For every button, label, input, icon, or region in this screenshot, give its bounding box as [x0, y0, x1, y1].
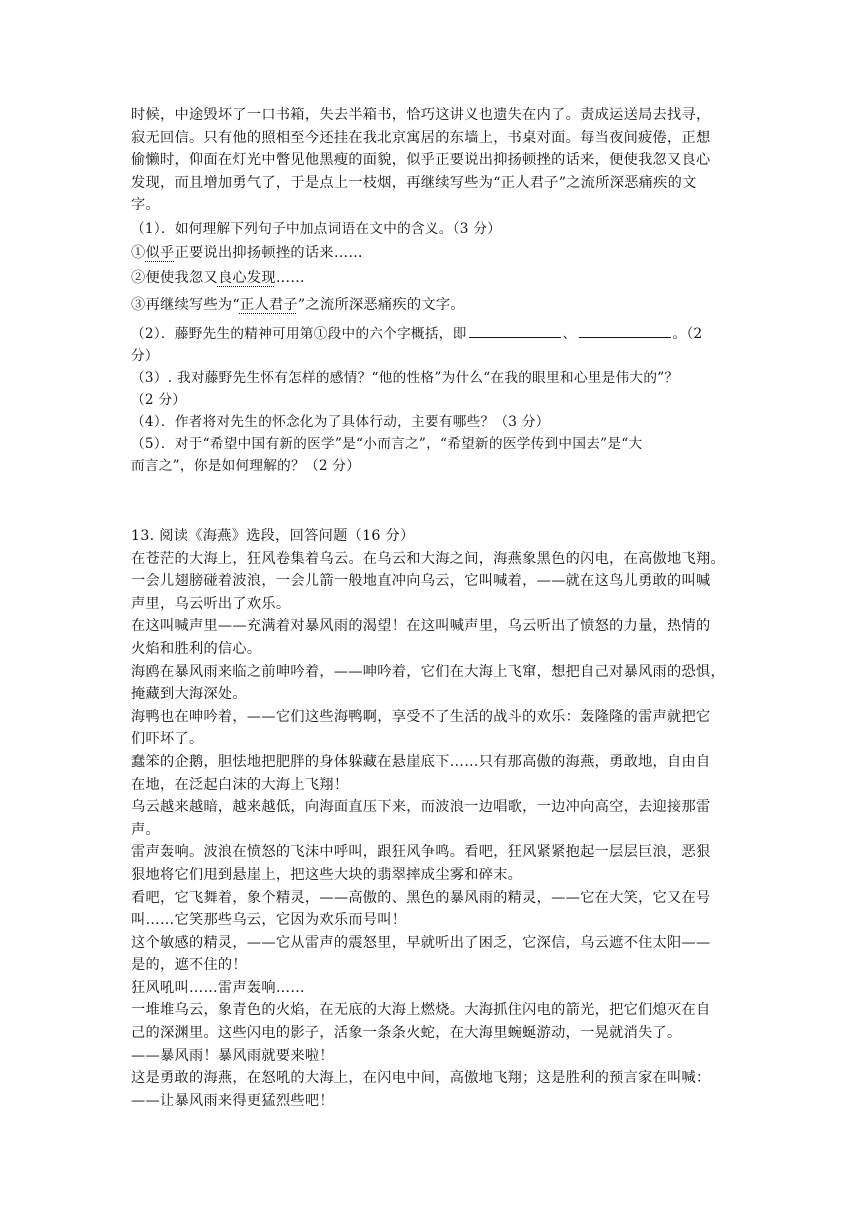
question-2-line-1: [131, 323, 731, 345]
section-13-line: ——暴风雨！暴风雨就要来啦！: [131, 1047, 334, 1064]
questions-2-to-5: [131, 323, 731, 477]
section-13-line: 叫……它笑那些乌云，它因为欢乐而号叫！: [131, 912, 407, 929]
item-1-marked-word: 似乎: [145, 245, 175, 261]
question-3-line-2: （2 分）: [131, 392, 187, 408]
section-13-line: 狂风吼叫……雷声轰响……: [131, 979, 305, 996]
question-1-item-1: [131, 242, 731, 265]
section-13-line: 掩藏到大海深处。: [131, 686, 247, 703]
section-13-line: 在苍茫的大海上，狂风卷集着乌云。在乌云和大海之间，海燕象黑色的闪电，在高傲地飞翔。: [131, 550, 725, 567]
passage-line: 寂无回信。只有他的照相至今还挂在我北京寓居的东墙上，书桌对面。每当夜间疲倦，正想: [131, 129, 711, 146]
question-5-line-1: （5）．对于“希望中国有新的医学”是“小而言之”，“希望新的医学传到中国去”是“大: [131, 436, 643, 452]
section-13-line: 是的，遮不住的！: [131, 957, 247, 974]
passage-line: 字。: [131, 197, 160, 214]
section-13-line: 在这叫喊声里——充满着对暴风雨的渴望！在这叫喊声里，乌云听出了愤怒的力量，热情的: [131, 618, 711, 635]
section-13-line: 狠地将它们甩到悬崖上，把这些大块的翡翠摔成尘雾和碎末。: [131, 866, 523, 883]
section-13-line: 们吓坏了。: [131, 731, 204, 748]
item-2-prefix: ②便使我忽又: [131, 270, 218, 286]
section-13-line: 火焰和胜利的信心。: [131, 640, 262, 657]
section-13-line: 一会儿翅膀碰着波浪，一会儿箭一般地直冲向乌云，它叫喊着，——就在这鸟儿勇敢的叫喊: [131, 573, 711, 590]
item-2-suffix: ……: [275, 270, 305, 286]
question-4-line-1: （4）．作者将对先生的怀念化为了具体行动，主要有哪些？（3 分）: [131, 414, 550, 430]
question-2-score: 。（2: [672, 326, 703, 342]
section-13-line: 乌云越来越暗，越来越低，向海面直压下来，而波浪一边唱歌，一边冲向高空，去迎接那雷: [131, 799, 711, 816]
item-3-marked-word: 正人君子: [239, 297, 298, 313]
passage-text: [131, 104, 731, 217]
passage-line: 偷懒时，仰面在灯光中瞥见他黑瘦的面貌，似乎正要说出抑扬顿挫的话来，便使我忽又良心: [131, 152, 711, 169]
question-1-item-2: [131, 267, 731, 290]
section-13-line: 在地，在泛起白沫的大海上飞翔！: [131, 776, 349, 793]
question-2-text: （2）．藤野先生的精神可用第①段中的六个字概括，即: [131, 326, 467, 342]
section-13-line: 雷声轰响。波浪在愤怒的飞沫中呼叫，跟狂风争鸣。看吧，狂风紧紧抱起一层层巨浪，恶狠: [131, 844, 711, 861]
answer-blank-1[interactable]: [469, 323, 561, 338]
section-13-line: 蠢笨的企鹅，胆怯地把肥胖的身体躲藏在悬崖底下……只有那高傲的海燕，勇敢地，自由自: [131, 753, 711, 770]
section-13-line: 己的深渊里。这些闪电的影子，活象一条条火蛇，在大海里蜿蜒游动，一晃就消失了。: [131, 1025, 682, 1042]
question-1-item-2-row: [131, 267, 731, 290]
section-13-line: 这个敏感的精灵，——它从雷声的震怒里，早就听出了困乏，它深信，乌云遮不住太阳——: [131, 934, 711, 951]
passage-line: 时候，中途毁坏了一口书箱，失去半箱书，恰巧这讲义也遗失在内了。责成运送局去找寻，: [131, 107, 711, 123]
section-13-line: 海鸥在暴风雨来临之前呻吟着，——呻吟着，它们在大海上飞窜，想把自己对暴风雨的恐惧，: [131, 663, 725, 680]
item-2-marked-word: 良心发现: [217, 270, 276, 286]
answer-blank-2[interactable]: [579, 323, 671, 338]
item-3-prefix: ③再继续写些为“: [131, 297, 240, 313]
question-1: [131, 218, 731, 240]
question-5-line-2: 而言之”，你是如何理解的？（2 分）: [131, 458, 361, 474]
section-13-line: ——让暴风雨来得更猛烈些吧！: [131, 1092, 334, 1109]
section-13-line: 声里，乌云听出了欢乐。: [131, 595, 291, 612]
section-13-line: 海鸭也在呻吟着，——它们这些海鸭啊，享受不了生活的战斗的欢乐：轰隆隆的雷声就把它: [131, 708, 711, 725]
item-1-suffix: 正要说出抑扬顿挫的话来……: [174, 245, 363, 261]
item-3-suffix: ”之流所深恶痛疾的文字。: [297, 297, 465, 313]
question-1-item-3-row: [131, 294, 731, 317]
section-13-heading: 13. 阅读《海燕》选段，回答问题（16 分）: [131, 528, 415, 544]
section-13-line: 一堆堆乌云，象青色的火焰，在无底的大海上燃烧。大海抓住闪电的箭光，把它们熄灭在自: [131, 1002, 711, 1019]
question-1-items: [131, 242, 731, 265]
question-1-item-3: [131, 294, 731, 317]
question-2-line-2: 分）: [131, 348, 159, 364]
section-13-line: 看吧，它飞舞着，象个精灵，——高傲的、黑色的暴风雨的精灵，——它在大笑，它又在号: [131, 889, 711, 906]
section-13-line: 这是勇敢的海燕，在怒吼的大海上，在闪电中间，高傲地飞翔；这是胜利的预言家在叫喊：: [131, 1070, 711, 1087]
question-3-line-1: （3）. 我对藤野先生怀有怎样的感情？“他的性格”为什么“在我的眼里和心里是伟大的”？: [131, 370, 679, 386]
passage-line: 发现，而且增加勇气了，于是点上一枝烟，再继续写些为“正人君子”之流所深恶痛疾的文: [131, 174, 697, 191]
question-1-stem: （1）．如何理解下列句子中加点词语在文中的含义。（3 分）: [131, 221, 502, 237]
section-13: [131, 525, 731, 1112]
item-1-prefix: ①: [131, 245, 146, 261]
blank-separator: 、: [562, 326, 577, 342]
section-13-line: 声。: [131, 821, 160, 838]
